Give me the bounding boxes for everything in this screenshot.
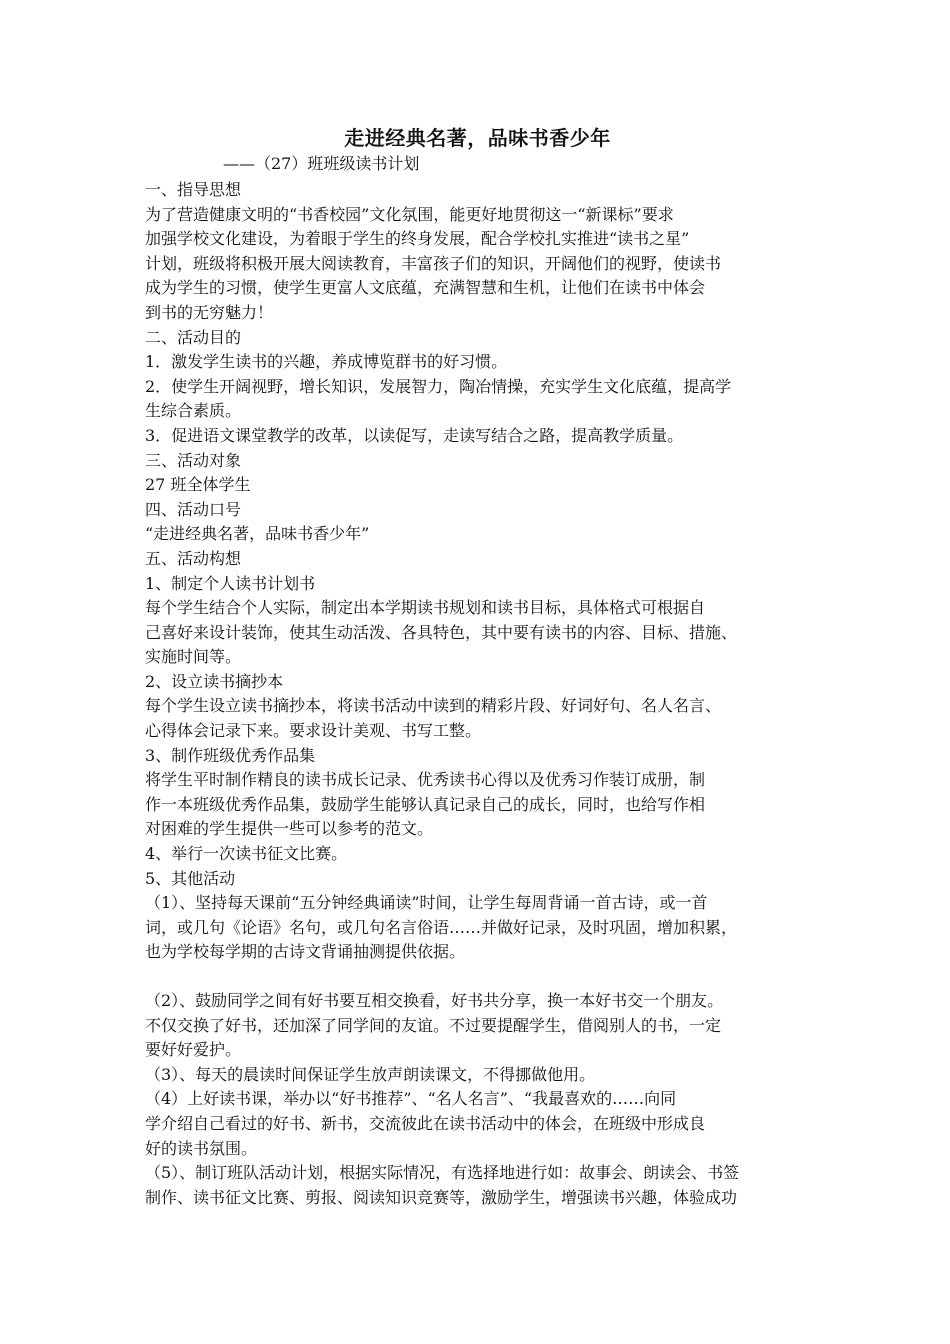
text-line: 一、指导思想 [145, 180, 242, 199]
text-line: 也为学校每学期的古诗文背诵抽测提供依据。 [145, 942, 466, 962]
blank-line [145, 965, 810, 989]
text-line: 好的读书氛围。 [145, 1138, 258, 1158]
text-line: 4、举行一次读书征文比赛。 [145, 844, 348, 864]
text-line: 二、活动目的 [145, 327, 242, 347]
text-line: “走进经典名著，品味书香少年” [145, 524, 370, 544]
text-line: 要好好爱护。 [145, 1040, 242, 1060]
text-line: 2．使学生开阔视野，增长知识，发展智力，陶冶情操，充实学生文化底蕴，提高学 [145, 376, 732, 396]
paragraph-lines [145, 178, 810, 1210]
text-line: 27 班全体学生 [145, 475, 251, 495]
text-line: 成为学生的习惯，使学生更富人文底蕴，充满智慧和生机，让他们在读书中体会 [145, 278, 706, 298]
document-body [145, 124, 810, 1210]
text-line: 五、活动构想 [145, 548, 242, 568]
text-line: 生综合素质。 [145, 401, 242, 421]
text-line: 到书的无穷魅力！ [145, 302, 274, 322]
text-line: 每个学生设立读书摘抄本，将读书活动中读到的精彩片段、好词好句、名人名言、 [145, 696, 722, 716]
document-title: 走进经典名著，品味书香少年 [344, 126, 611, 150]
text-line: （2）、鼓励同学之间有好书要互相交换看，好书共分享，换一本好书交一个朋友。 [145, 991, 724, 1010]
text-line: 心得体会记录下来。要求设计美观、书写工整。 [145, 721, 482, 741]
text-line: 三、活动对象 [145, 450, 242, 470]
text-line: 计划，班级将积极开展大阅读教育，丰富孩子们的知识，开阔他们的视野，使读书 [145, 253, 722, 273]
text-line: 每个学生结合个人实际，制定出本学期读书规划和读书目标，具体格式可根据自 [145, 598, 706, 618]
text-line: 2、设立读书摘抄本 [145, 671, 284, 691]
text-line: 将学生平时制作精良的读书成长记录、优秀读书心得以及优秀习作装订成册，制 [145, 770, 706, 790]
text-line: 对困难的学生提供一些可以参考的范文。 [145, 819, 434, 839]
text-line: 制作、读书征文比赛、剪报、阅读知识竞赛等，激励学生，增强读书兴趣，体验成功 [145, 1187, 738, 1207]
text-line: 学介绍自己看过的好书、新书，交流彼此在读书活动中的体会，在班级中形成良 [145, 1113, 706, 1133]
document-subtitle: ——（27）班班级读书计划 [223, 154, 420, 173]
text-line: 1、制定个人读书计划书 [145, 573, 316, 593]
text-line: 为了营造健康文明的“书香校园”文化氛围，能更好地贯彻这一“新课标”要求 [145, 204, 674, 224]
text-line: 己喜好来设计装饰，使其生动活泼、各具特色，其中要有读书的内容、目标、措施、 [145, 622, 738, 642]
text-line: 5、其他活动 [145, 868, 236, 888]
text-line: 不仅交换了好书，还加深了同学间的友谊。不过要提醒学生，借阅别人的书，一定 [145, 1015, 722, 1035]
text-line: 3．促进语文课堂教学的改革，以读促写，走读写结合之路，提高教学质量。 [145, 425, 684, 445]
text-line: 词，或几句《论语》名句，或几句名言俗语……并做好记录，及时巩固，增加积累， [145, 917, 738, 937]
text-line: 加强学校文化建设，为着眼于学生的终身发展，配合学校扎实推进“读书之星” [145, 229, 690, 249]
text-line: （5）、制订班队活动计划，根据实际情况，有选择地进行如：故事会、朗读会、书签 [145, 1163, 740, 1183]
text-line: （3）、每天的晨读时间保证学生放声朗读课文，不得挪做他用。 [145, 1064, 596, 1084]
text-line: 四、活动口号 [145, 499, 242, 519]
text-line: 实施时间等。 [145, 647, 242, 667]
text-line: 作一本班级优秀作品集，鼓励学生能够认真记录自己的成长，同时，也给写作相 [145, 794, 706, 814]
text-line: （1）、坚持每天课前“五分钟经典诵读”时间，让学生每周背诵一首古诗，或一首 [145, 893, 708, 913]
text-line: 1．激发学生读书的兴趣，养成博览群书的好习惯。 [145, 352, 508, 372]
text-line: 3、制作班级优秀作品集 [145, 745, 316, 765]
text-line: （4）上好读书课，举办以“好书推荐”、“名人名言”、“我最喜欢的……向同 [145, 1089, 677, 1109]
